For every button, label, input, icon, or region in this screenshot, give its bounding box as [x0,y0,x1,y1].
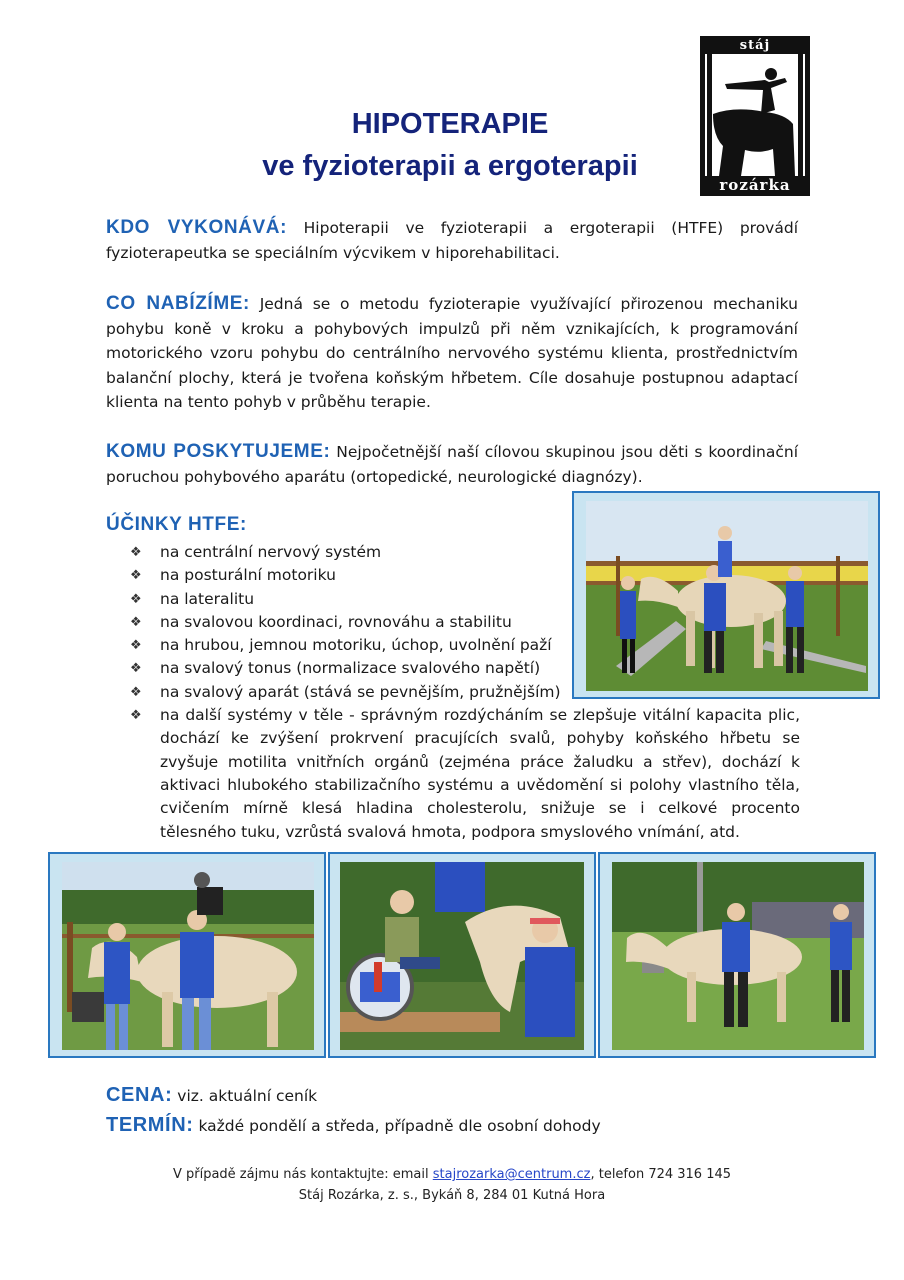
section-komu [106,440,798,489]
section-kdo-text: Hipoterapii ve fyzioterapii a ergoterapii (HTFE) provádí fyzioterapeutka se speciálním výcvikem v hiporehabilitaci. [106,219,798,262]
footer [0,1164,904,1206]
page-subtitle: ve fyzioterapii a ergoterapii [262,150,638,182]
section-kdo [106,216,798,265]
logo-top-text: stáj [739,38,771,53]
logo-bottom-text: rozárka [719,176,791,194]
footer-contact-suffix: , telefon 724 316 145 [590,1167,732,1182]
section-komu-label: KOMU POSKYTUJEME: [106,441,331,462]
footer-contact-line [0,1164,904,1185]
photo-hippotherapy-arena [572,491,880,699]
photo-horse-with-helpers [48,852,326,1058]
list-item: ❖ na posturální motoriku [130,564,800,587]
diamond-bullet-icon: ❖ [130,614,142,630]
diamond-bullet-icon: ❖ [130,591,142,607]
termin-value: každé pondělí a středa, případně dle osobní dohody [198,1117,601,1135]
info-cena [106,1084,317,1107]
diamond-bullet-icon: ❖ [130,545,142,560]
email-link[interactable]: stajrozarka@centrum.cz [432,1167,591,1182]
list-item: ❖ na centrální nervový systém [130,541,800,564]
section-co [106,292,798,415]
photo-image [62,862,314,1050]
info-termin [106,1114,601,1137]
section-kdo-label: KDO VYKONÁVÁ: [106,217,288,238]
diamond-bullet-icon: ❖ [130,684,142,700]
section-co-text: Jedná se o metodu fyzioterapie využívající přirozenou mechaniku pohybu koně v kroku a pohybových impulzů při něm vznikajících, k programování motorického vzoru pohybu do centrálního nervového systému klienta, prostřednictvím balanční plochy, která je tvořena koňským hřbetem. Cíle dosahuje postupnou adaptací klienta na tento pohyb v průběhu terapie. [106,295,798,411]
effects-heading: ÚČINKY HTFE: [106,514,247,535]
photo-image [612,862,864,1050]
diamond-bullet-icon: ❖ [130,661,142,677]
logo [700,36,810,196]
diamond-bullet-icon: ❖ [130,568,142,584]
diamond-bullet-icon: ❖ [130,638,142,654]
cena-value: viz. aktuální ceník [177,1087,318,1105]
list-item: ❖ na hrubou, jemnou motoriku, úchop, uvolnění paží [130,634,800,657]
section-komu-text: Nejpočetnější naší cílovou skupinou jsou děti s koordinační poruchou pohybového aparátu (ortopedické, neurologické diagnózy). [106,443,798,486]
cena-label: CENA: [106,1084,173,1106]
section-co-label: CO NABÍZÍME: [106,293,250,314]
photo-image [586,501,868,691]
termin-label: TERMÍN: [106,1114,194,1136]
list-item: ❖ na další systémy v těle - správným rozdýcháním se zlepšuje vitální kapacita plic, dochází ke zvýšení prokrvení pracujících svalů, pohyby koňského hřbetu se zvyšuje motilita vnitřních orgánů (zejména práce žaludku a střev), dochází k aktivaci hlubokého stabilizačního systému a uvědomění si polohy vlastního těla, cvičením mírně klesá hladina cholesterolu, snižuje se i celkové procento tělesného tuku, vzrůstá svalová hmota, podpora smyslového vnímání, atd. [130,706,800,841]
footer-address: Stáj Rozárka, z. s., Bykáň 8, 284 01 Kutná Hora [298,1188,606,1203]
list-item: ❖ na svalový aparát (stává se pevnějším, pružnějším) [130,681,800,704]
photo-riding-arena [598,852,876,1058]
rider-horse-icon [705,54,805,176]
list-item: ❖ na lateralitu [130,588,800,611]
list-item: ❖ na svalovou koordinaci, rovnováhu a stabilitu [130,611,800,634]
list-item: ❖ na svalový tonus (normalizace svalového napětí) [130,657,800,680]
page-title: HIPOTERAPIE [351,108,549,140]
diamond-bullet-icon: ❖ [130,708,142,724]
photo-image [340,862,584,1050]
photo-wheelchair-boy [328,852,596,1058]
footer-contact-prefix: V případě zájmu nás kontaktujte: email [172,1167,429,1182]
